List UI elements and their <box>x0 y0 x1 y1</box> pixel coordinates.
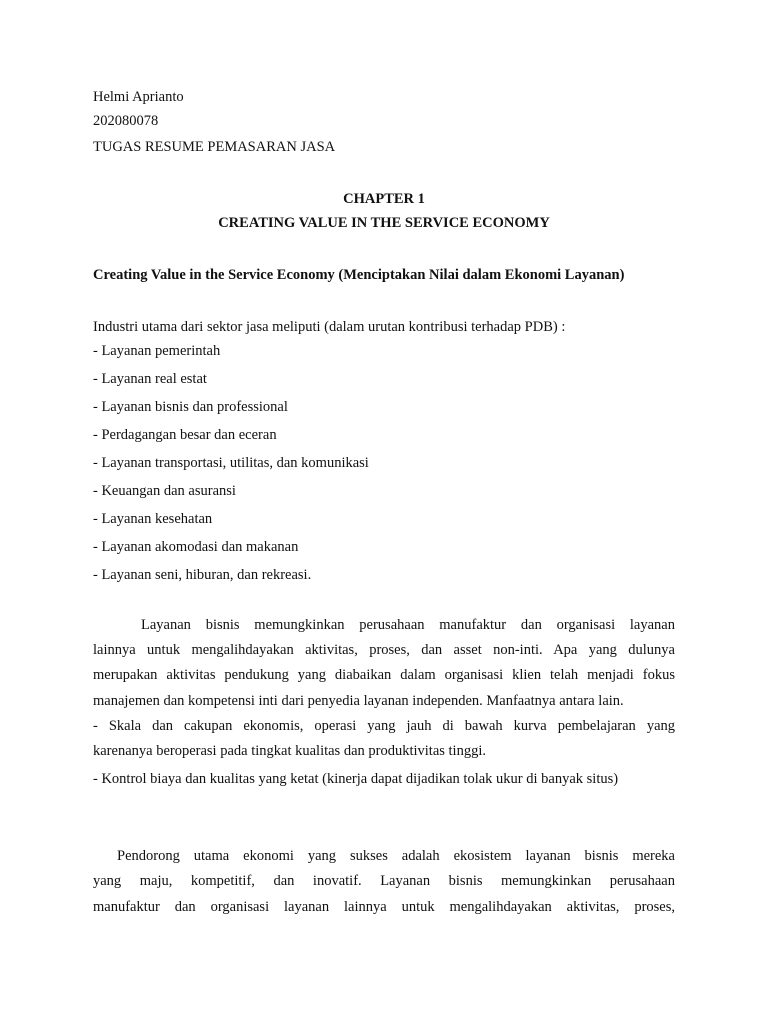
list-item: - Layanan akomodasi dan makanan <box>93 539 299 555</box>
list-item: - Layanan transportasi, utilitas, dan komunikasi <box>93 455 369 471</box>
paragraph-line: Layanan bisnis memungkinkan perusahaan manufaktur dan organisasi layanan <box>141 617 675 633</box>
student-id: 202080078 <box>93 113 159 129</box>
benefit-line: karenanya beroperasi pada tingkat kualitas dan produktivitas tinggi. <box>93 743 486 759</box>
author-name: Helmi Aprianto <box>93 89 184 105</box>
paragraph-line: lainnya untuk mengalihdayakan aktivitas, proses, dan asset non-inti. Apa yang dulunya <box>93 642 675 658</box>
list-item: - Perdagangan besar dan eceran <box>93 427 277 443</box>
chapter-number: CHAPTER 1 <box>343 191 425 207</box>
benefit-line: - Skala dan cakupan ekonomis, operasi yang jauh di bawah kurva pembelajaran yang <box>93 718 675 734</box>
paragraph-line: Pendorong utama ekonomi yang sukses adalah ekosistem layanan bisnis mereka <box>117 848 675 864</box>
intro-line: Industri utama dari sektor jasa meliputi (dalam urutan kontribusi terhadap PDB) : <box>93 319 566 335</box>
paragraph-line: manufaktur dan organisasi layanan lainnya untuk mengalihdayakan aktivitas, proses, <box>93 899 675 915</box>
chapter-title: CREATING VALUE IN THE SERVICE ECONOMY <box>218 215 550 231</box>
list-item: - Layanan kesehatan <box>93 511 213 527</box>
paragraph-line: manajemen dan kompetensi inti dari penyedia layanan independen. Manfaatnya antara lain. <box>93 693 624 709</box>
benefit-line: - Kontrol biaya dan kualitas yang ketat (kinerja dapat dijadikan tolak ukur di banyak situs) <box>93 771 619 787</box>
paragraph-line: merupakan aktivitas pendukung yang diabaikan dalam organisasi klien telah menjadi fokus <box>93 667 675 683</box>
list-item: - Layanan seni, hiburan, dan rekreasi. <box>93 567 312 583</box>
assignment-title: TUGAS RESUME PEMASARAN JASA <box>93 139 336 155</box>
section-heading: Creating Value in the Service Economy (Menciptakan Nilai dalam Ekonomi Layanan) <box>93 267 625 283</box>
list-item: - Layanan pemerintah <box>93 343 221 359</box>
list-item: - Layanan real estat <box>93 371 207 387</box>
list-item: - Layanan bisnis dan professional <box>93 399 288 415</box>
paragraph-line: yang maju, kompetitif, dan inovatif. Layanan bisnis memungkinkan perusahaan <box>93 873 675 889</box>
list-item: - Keuangan dan asuransi <box>93 483 236 499</box>
